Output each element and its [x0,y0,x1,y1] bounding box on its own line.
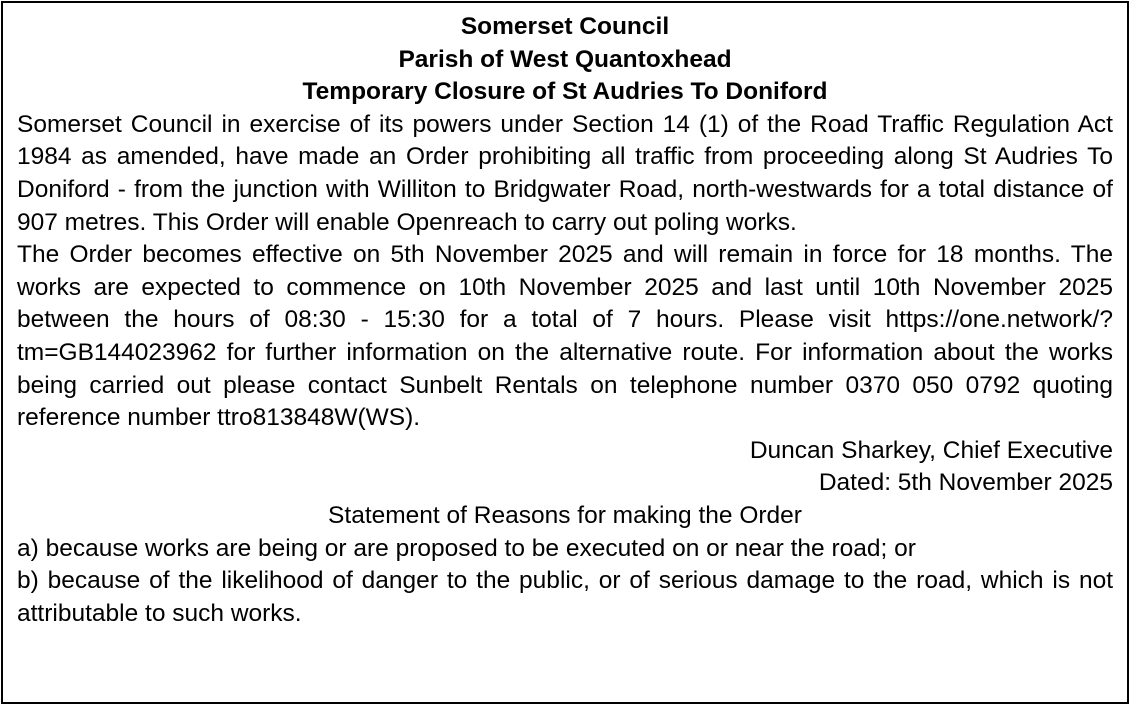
council-name: Somerset Council [460,13,670,40]
notice-title: Temporary Closure of St Audries To Doniford [302,78,828,106]
reason-a: a) because works are being or are proposed to be executed on or near the road; or [17,534,916,562]
signatory: Duncan Sharkey, Chief Executive [749,436,1113,464]
reason-b: b) because of the likelihood of danger to the public, or of serious damage to the road, which is not attributable to such works. [17,567,1113,627]
dated-line: Dated: 5th November 2025 [818,469,1113,497]
parish-name: Parish of West Quantoxhead [398,45,732,73]
order-paragraph: Somerset Council in exercise of its powers under Section 14 (1) of the Road Traffic Regulation Act 1984 as amended, have made an Order prohibiting all traffic from proceeding along St Audries To Doniford - from the junction with Williton to Bridgwater Road, north-westwards for a total distance of 907 metres. This Order will enable Openreach to carry out poling works. [17,110,1113,236]
effective-dates-paragraph: The Order becomes effective on 5th November 2025 and will remain in force for 18 months. The works are expected to commence on 10th November 2025 and last until 10th November 2025 between the hours of 08:30 - 15:30 for a total of 7 hours. Please visit https://one.network/?tm=GB144023962 for further information on the alternative route. For information about the works being carried out please contact Sunbelt Rentals on telephone number 0370 050 0792 quoting reference number ttro813848W(WS). [17,241,1113,432]
public-notice [1,1,1129,704]
reasons-heading: Statement of Reasons for making the Order [328,501,802,529]
